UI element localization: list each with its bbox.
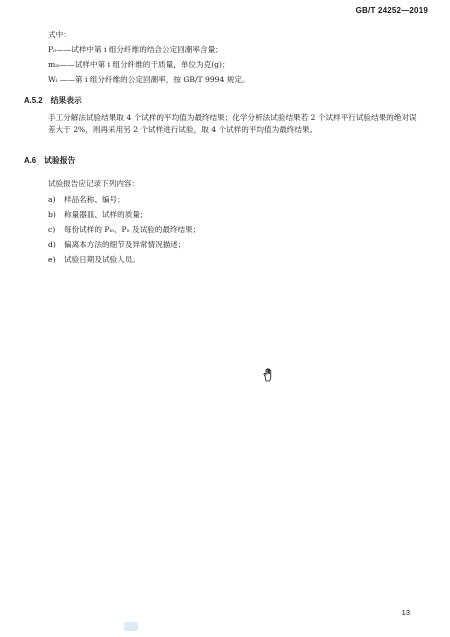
list-item-text: 称量器皿、试样的质量；: [64, 210, 148, 219]
watermark-stamp: [124, 622, 138, 631]
section-heading-a6: [24, 155, 75, 166]
section-number: A.5.2: [24, 96, 43, 105]
list-marker: c): [48, 225, 56, 234]
definitions-intro: 式中：: [48, 30, 71, 39]
section-heading-a52: [24, 95, 82, 106]
section-title: 结果表示: [50, 96, 82, 105]
section-number: A.6: [24, 156, 37, 165]
section-title: 试验报告: [44, 156, 76, 165]
report-intro: 试验报告应记录下列内容：: [48, 179, 140, 188]
list-item: [48, 209, 148, 220]
hand-cursor-icon: [262, 367, 276, 381]
definition-line: Wᵢ ——第 i 组分纤维的公定回潮率，按 GB/T 9994 规定。: [48, 75, 250, 84]
list-item: [48, 194, 125, 205]
list-item-text: 样品名称、编号；: [64, 195, 125, 204]
list-item-text: 每份试样的 Pᵢₒ、Pₒ 及试验的最终结果；: [64, 225, 201, 234]
list-item-text: 试验日期及试验人员。: [64, 255, 140, 264]
list-marker: e): [48, 255, 56, 264]
list-marker: b): [48, 210, 56, 219]
list-item: [48, 239, 186, 250]
list-marker: a): [48, 195, 56, 204]
definition-line: mᵢₒ——试样中第 i 组分纤维的干质量，单位为克(g)；: [48, 60, 230, 69]
standard-code: GB/T 24252—2019: [355, 6, 428, 15]
list-item: [48, 254, 140, 265]
result-paragraph: 手工分解法试验结果取 4 个试样的平均值为最终结果；化学分析法试验结果若 2 个试样平行试验结果的绝对误差大于 2%，则再采用另 2 个试样进行试验，取 4 个试样的平均值为最终结果。: [48, 113, 417, 134]
list-item: [48, 224, 200, 235]
list-marker: d): [48, 240, 56, 249]
definition-line: Pₒ——试样中第 i 组分纤维的结合公定回潮率含量；: [48, 45, 223, 54]
page-number: 13: [401, 608, 410, 617]
list-item-text: 偏离本方法的细节及异常情况描述；: [64, 240, 186, 249]
